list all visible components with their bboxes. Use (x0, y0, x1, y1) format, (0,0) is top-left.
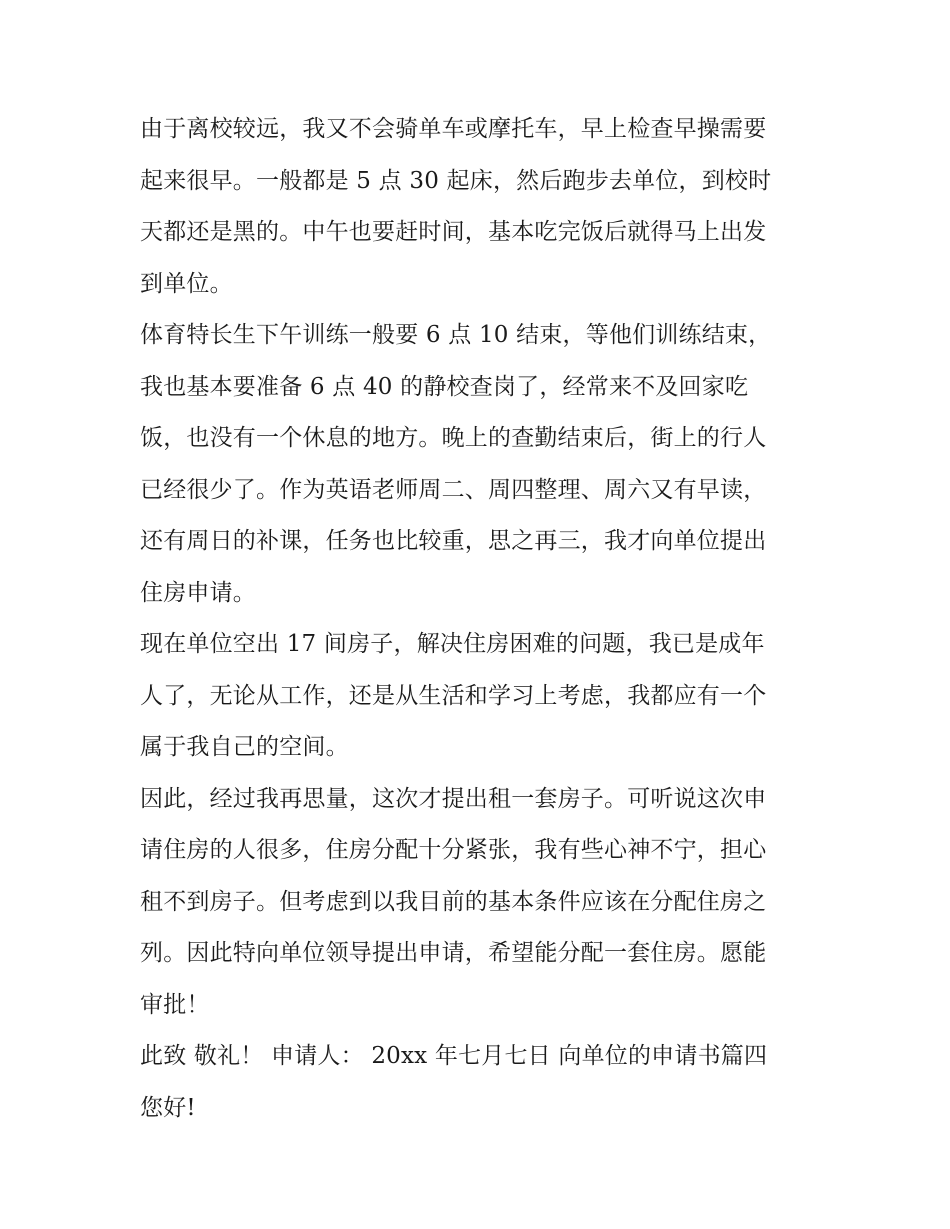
text-line: 饭，也没有一个休息的地方。晚上的查勤结束后，街上的行人 (140, 425, 767, 451)
text-line: 天都还是黑的。中午也要赶时间，基本吃完饭后就得马上出发 (140, 219, 767, 245)
text-line: 因此，经过我再思量，这次才提出租一套房子。可听说这次申 (140, 785, 767, 812)
text-line: 我也基本要准备 6 点 40 的静校查岗了，经常来不及回家吃 (140, 373, 749, 400)
text-line: 请住房的人很多，住房分配十分紧张，我有些心神不宁，担心 (140, 837, 767, 863)
text-line: 现在单位空出 17 间房子，解决住房困难的问题，我已是成年 (140, 631, 765, 657)
document-body (140, 104, 820, 1134)
text-line: 您好! (140, 1094, 196, 1121)
text-line: 到单位。 (140, 270, 233, 297)
text-line: 人了，无论从工作，还是从生活和学习上考虑，我都应有一个 (140, 682, 767, 709)
text-line: 列。因此特向单位领导提出申请，希望能分配一套住房。愿能 (140, 940, 767, 966)
text-line: 属于我自己的空间。 (140, 734, 349, 760)
text-line: 还有周日的补课，任务也比较重，思之再三，我才向单位提出 (140, 528, 767, 554)
text-line: 由于离校较远，我又不会骑单车或摩托车，早上检查早操需要 (140, 116, 767, 142)
text-line: 体育特长生下午训练一般要 6 点 10 结束，等他们训练结束， (140, 322, 772, 348)
text-line: 已经很少了。作为英语老师周二、周四整理、周六又有早读， (140, 476, 767, 503)
text-line: 审批！ (140, 991, 210, 1018)
text-line: 租不到房子。但考虑到以我目前的基本条件应该在分配住房之 (140, 888, 767, 915)
text-line: 住房申请。 (140, 579, 256, 606)
text-line: 此致 敬礼！ 申请人： 20xx 年七月七日 向单位的申请书篇四 (140, 1043, 768, 1069)
text-line: 起来很早。一般都是 5 点 30 起床，然后跑步去单位，到校时 (140, 167, 772, 194)
